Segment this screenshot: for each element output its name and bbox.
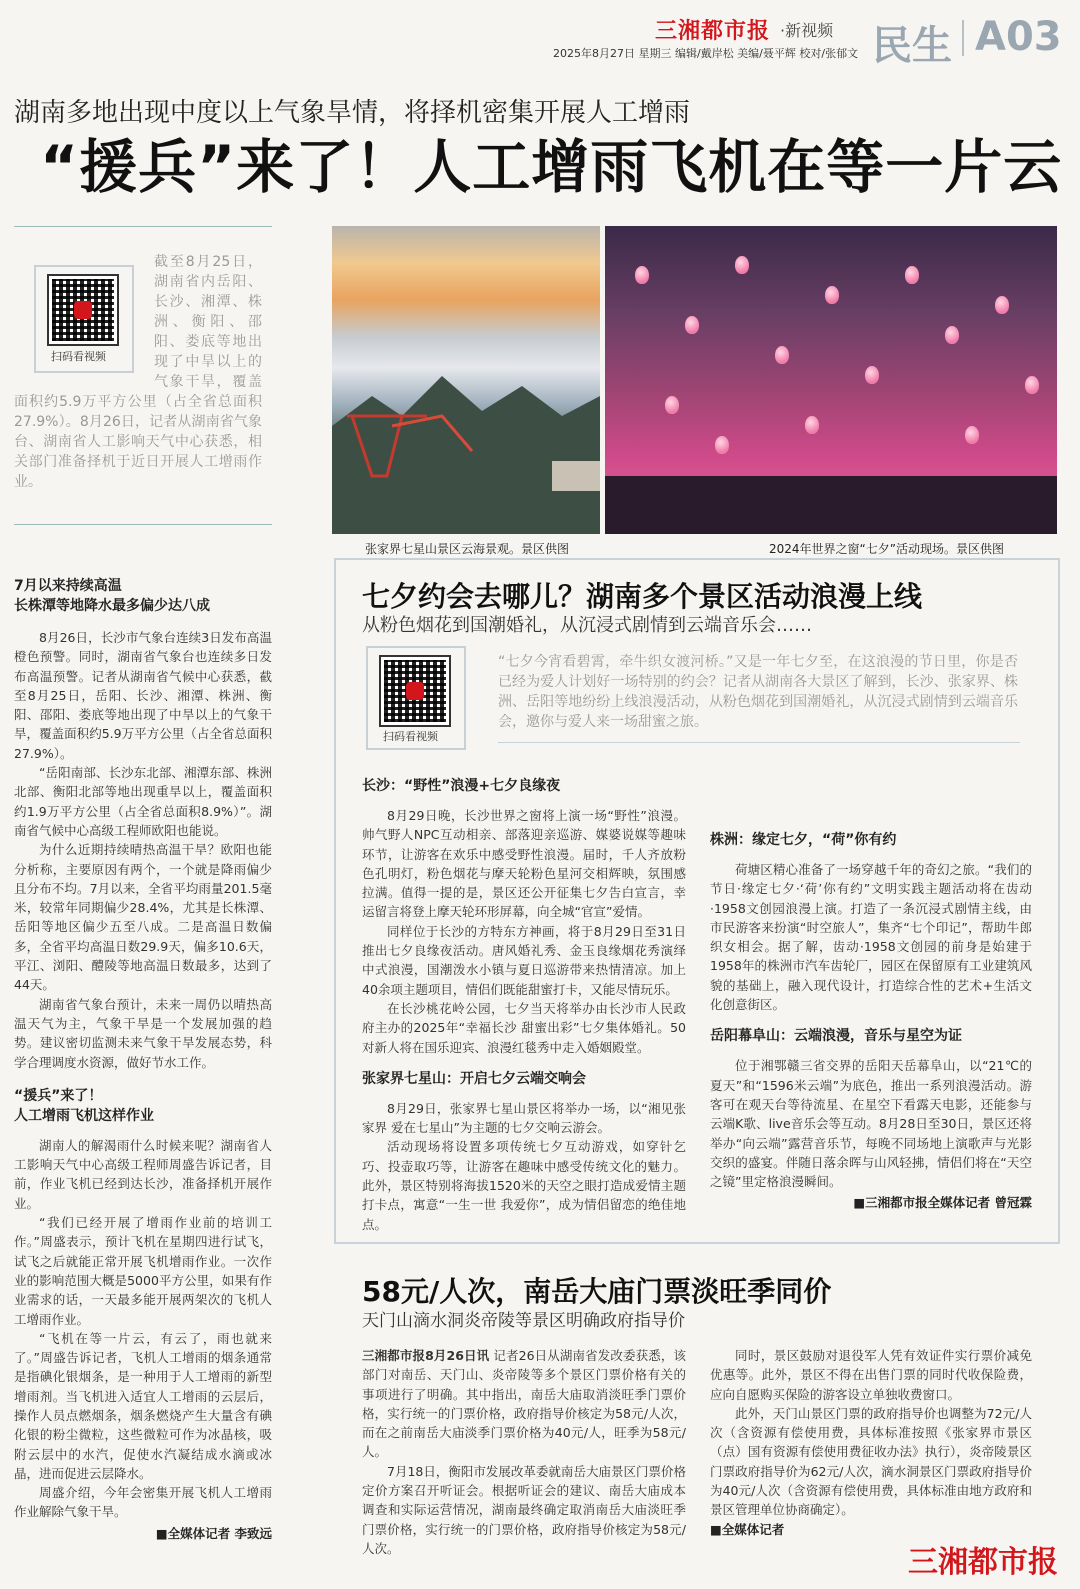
photo1-caption: 张家界七星山景区云海景观。景区供图 (365, 542, 570, 556)
lead-text: 截至8月25日，湖南省内岳阳、长沙、湘潭、株洲、衡阳、邵阳、娄底等地出现了中旱以上的气象干旱，覆盖面积约5.9万平方公里（占全省总面积27.9%）。8月26日，记者从湖南省气象台、湖南省人工影响天气中心获悉，相关部门准备择机于近日开展人工增雨作业。 (14, 254, 262, 490)
paragraph: 在长沙桃花岭公园，七夕当天将举办由长沙市人民政府主办的2025年“幸福长沙 甜蜜出彩”七夕集体婚礼。50对新人将在国乐迎宾、浪漫红毯秀中走入婚姻殿堂。 (362, 1000, 686, 1055)
paragraph: 周盛介绍，今年会密集开展飞机人工增雨作业解除气象干旱。 (14, 1485, 272, 1520)
lead-kicker: 湖南多地出现中度以上气象旱情，将择机密集开展人工增雨 (14, 98, 691, 128)
ticket-subhead: 天门山滴水洞炎帝陵等景区明确政府指导价 (362, 1311, 685, 1331)
photo2-caption: 2024年世界之窗“七夕”活动现场。景区供图 (769, 542, 1004, 556)
yueyang-title: 岳阳幕阜山：云端浪漫，音乐与星空为证 (710, 1028, 962, 1045)
section1-body (14, 628, 272, 1072)
ticket-col-right (710, 1346, 1032, 1539)
paragraph: 8月26日，长沙市气象台连续3日发布高温橙色预警。同时，湖南省气象台也连续多日发布高温预警。记者从湖南省气候中心获悉，截至8月25日，岳阳、长沙、湘潭、株洲、衡阳、邵阳、娄底等地出现了中旱以上的气象干旱，覆盖面积约5.9万平方公里（占全省总面积27.9%）。 (14, 630, 272, 761)
section1-title-2: 长株潭等地降水最多偏少达八成 (14, 598, 210, 614)
section2-title-2: 人工增雨飞机这样作业 (14, 1107, 154, 1124)
newspaper-logo: 三湘都市报 (655, 19, 771, 44)
qixi-byline: ■三湘都市报全媒体记者 曾冠霖 (853, 1195, 1032, 1211)
section2-body (14, 1136, 272, 1522)
ticket-headline: 58元/人次，南岳大庙门票淡旺季同价 (362, 1275, 832, 1308)
section1-title: 7月以来持续高温 (14, 578, 122, 594)
qr-code-icon[interactable] (381, 657, 449, 725)
qixi-subhead: 从粉色烟花到国潮婚礼，从沉浸式剧情到云端音乐会…… (362, 615, 812, 636)
qr-caption: 扫码看视频 (383, 730, 438, 743)
changsha-title: 长沙：“野性”浪漫+七夕良缘夜 (362, 778, 561, 794)
paragraph-text: 记者26日从湖南省发改委获悉，该部门对南岳、天门山、炎帝陵等多个景区门票价格有关的事项进行了明确。其中指出，南岳大庙取消淡旺季门票价格，实行统一的门票价格，政府指导价核定为58元/人次，而在之前南岳大庙淡季门票价格为40元/人，旺季为58元/人。 (362, 1348, 686, 1460)
qixi-lead: “七夕今宵看碧霄，牵牛织女渡河桥。”又是一年七夕至，在这浪漫的节日里，你是否已经为爱人计划好一场特别的约会？记者从湖南各大景区了解到，长沙、张家界、株洲、岳阳等地纷纷上线浪漫活动，从粉色烟花到国潮婚礼，从沉浸式剧情到云端音乐会，邀你与爱人来一场甜蜜之旅。 (498, 654, 1018, 730)
paragraph: 活动现场将设置多项传统七夕互动游戏，如穿针乞巧、投壶取巧等，让游客在趣味中感受传统文化的魅力。此外，景区特别将海拔1520米的天空之眼打造成爱情主题打卡点，寓意“一生一世 我爱你”，成为情侣留恋的绝佳地点。 (362, 1139, 686, 1232)
left-top-rule (14, 226, 272, 227)
lead-paragraph (14, 252, 262, 492)
qr-caption: 扫码看视频 (51, 350, 106, 363)
qixi-col-right (710, 830, 1032, 1211)
paragraph: 同样位于长沙的方特东方神画，将于8月29日至31日推出七夕良缘夜活动。唐风婚礼秀、金玉良缘烟花秀演绎中式浪漫，国潮泼水小镇与夏日巡游带来热情清凉。加上40余项主题项目，情侣们既能甜蜜打卡，又能尽情玩乐。 (362, 923, 686, 997)
ticket-col-left (362, 1346, 686, 1558)
zhangjiajie-title: 张家界七星山：开启七夕云端交响会 (362, 1070, 586, 1087)
yueyang-body (710, 1056, 1032, 1191)
qixi-lead-rule (498, 742, 1020, 743)
paragraph: 同时，景区鼓励对退役军人凭有效证件实行票价减免优惠等。此外，景区不得在出售门票的同时代收保险费，应向自愿购买保险的游客设立单独收费窗口。 (710, 1348, 1032, 1402)
footer-brand-logo: 三湘都市报 (908, 1545, 1058, 1580)
paragraph: “飞机在等一片云，有云了，雨也就来了。”周盛告诉记者，飞机人工增雨的烟条通常是指碘化银烟条，是一种用于人工增雨的新型增雨剂。当飞机进入适宜人工增雨的云层后，操作人员点燃烟条，烟条燃烧产生大量含有碘化银的粉尘微粒，这些微粒可作为冰晶核，吸附云层中的水汽，促使水汽凝结成水滴或冰晶，进而促进云层降水。 (14, 1330, 272, 1481)
zhuzhou-body (710, 860, 1032, 1014)
paragraph: 湖南人的解渴雨什么时候来呢？湖南省人工影响天气中心高级工程师周盛告诉记者，目前，作业飞机已经到达长沙，准备择机开展作业。 (14, 1137, 272, 1211)
qixi-headline: 七夕约会去哪儿？湖南多个景区活动浪漫上线 (362, 580, 923, 613)
page-number: A03 (975, 14, 1062, 60)
paragraph: 7月18日，衡阳市发展改革委就南岳大庙景区门票价格定价方案召开听证会。根据听证会的建议、南岳大庙成本调查和实际运营情况，湖南最终确定取消南岳大庙淡旺季门票价格，实行统一的门票价格，政府指导价核定为58元/人次。 (362, 1463, 686, 1556)
changsha-body (362, 806, 686, 1057)
section-name: 民生 (872, 23, 952, 69)
dateline: 三湘都市报8月26日讯 (362, 1348, 490, 1363)
section2-title: “援兵”来了！ (14, 1087, 103, 1104)
zhangjiajie-body (362, 1099, 686, 1234)
video-brand: ·新视频 (780, 21, 834, 40)
issue-meta: 2025年8月27日 星期三 编辑/戴岸松 美编/聂平辉 校对/张郁文 (553, 47, 859, 60)
paragraph: 湖南省气象台预计，未来一周仍以晴热高温天气为主，气象干旱是一个发展加强的趋势。建议密切监测未来气象干旱发展态势，科学合理调度水资源，做好节水工作。 (14, 996, 272, 1070)
lead-byline: ■全媒体记者 李致远 (155, 1525, 272, 1541)
zhuzhou-title: 株洲：缘定七夕，“荷”你有约 (710, 832, 897, 848)
masthead-divider (962, 20, 964, 56)
left-mid-rule (14, 524, 272, 525)
paragraph: 荷塘区精心准备了一场穿越千年的奇幻之旅。“我们的节日·缘定七夕·‘荷’你有约”文明实践主题活动将在齿动·1958文创园浪漫上演。打造了一条沉浸式剧情主线，由市民游客来扮演“时空旅人”，集齐“七个印记”，帮助牛郎织女相会。据了解，齿动·1958文创园的前身是始建于1958年的株洲市汽车齿轮厂，园区在保留原有工业建筑风貌的基础上，融入现代设计，打造综合性的艺术+生活文化创意街区。 (710, 862, 1032, 1013)
paragraph: “我们已经开展了增雨作业前的培训工作。”周盛表示，预计飞机在星期四进行试飞，试飞之后就能正常开展飞机增雨作业。一次作业的影响范围大概是5000平方公里，如果有作业需求的话，一天最多能开展两架次的飞机人工增雨作业。 (14, 1215, 272, 1327)
lantern-festival-photo (605, 226, 1057, 534)
cloud-sea-photo (332, 226, 600, 534)
lead-headline: “援兵”来了！人工增雨飞机在等一片云 (40, 133, 1063, 201)
paragraph: “岳阳南部、长沙东北部、湘潭东部、株洲北部、衡阳北部等地出现重旱以上，覆盖面积约1.9万平方公里（占全省总面积8.9%）”。湖南省气候中心高级工程师欧阳也能说。 (14, 765, 272, 838)
paragraph: 8月29日，张家界七星山景区将举办一场，以“湘见张家界 爱在七星山”为主题的七夕交响云游会。 (362, 1100, 686, 1136)
left-column-body (14, 576, 272, 1542)
paragraph: 此外，天门山景区门票的政府指导价也调整为72元/人次（含资源有偿使用费，具体标准按照《张家界市景区（点）国有资源有偿使用费征收办法》执行），炎帝陵景区门票政府指导价为62元/人次，滴水洞景区门票政府指导价为40元/人次（含资源有偿使用费，具体标准由地方政府和景区管理单位协商确定）。 (710, 1405, 1032, 1518)
ticket-byline: ■全媒体记者 (710, 1521, 785, 1537)
paragraph: 为什么近期持续晴热高温干旱？欧阳也能分析称，主要原因有两个，一个就是降雨偏少且分布不均。7月以来，全省平均雨量201.5毫米，较常年同期偏少28.4%，尤其是长株潭、岳阳等地区偏少五至八成。二是高温日数偏多，全省平均高温日数29.9天，偏多10.6天，平江、浏阳、醴陵等地高温日数最多，达到了44天。 (14, 842, 272, 993)
qixi-col-left (362, 776, 686, 1234)
paragraph: 8月29日晚，长沙世界之窗将上演一场“野性”浪漫。帅气野人NPC互动相亲、部落迎亲巡游、媒婆说媒等趣味环节，让游客在欢乐中感受野性浪漫。届时，千人齐放粉色孔明灯，粉色烟花与摩天轮粉色星河交相辉映，氛围感拉满。值得一提的是，景区还公开征集七夕告白宣言，幸运留言将登上摩天轮环形屏幕，向全城“官宣”爱情。 (362, 808, 686, 920)
paragraph: 位于湘鄂赣三省交界的岳阳天岳幕阜山，以“21℃的夏天”和“1596米云端”为底色，推出一系列浪漫活动。游客可在观天台等待流星、在星空下看露天电影，还能参与云端K歌、live音乐会等互动。8月28日至30日，景区还将举办“向云端”露营音乐节，每晚不同场地上演歌声与光影交织的盛宴。伴随日落余晖与山风轻拂，情侣们将在“天空之镜”里定格浪漫瞬间。 (710, 1058, 1032, 1190)
